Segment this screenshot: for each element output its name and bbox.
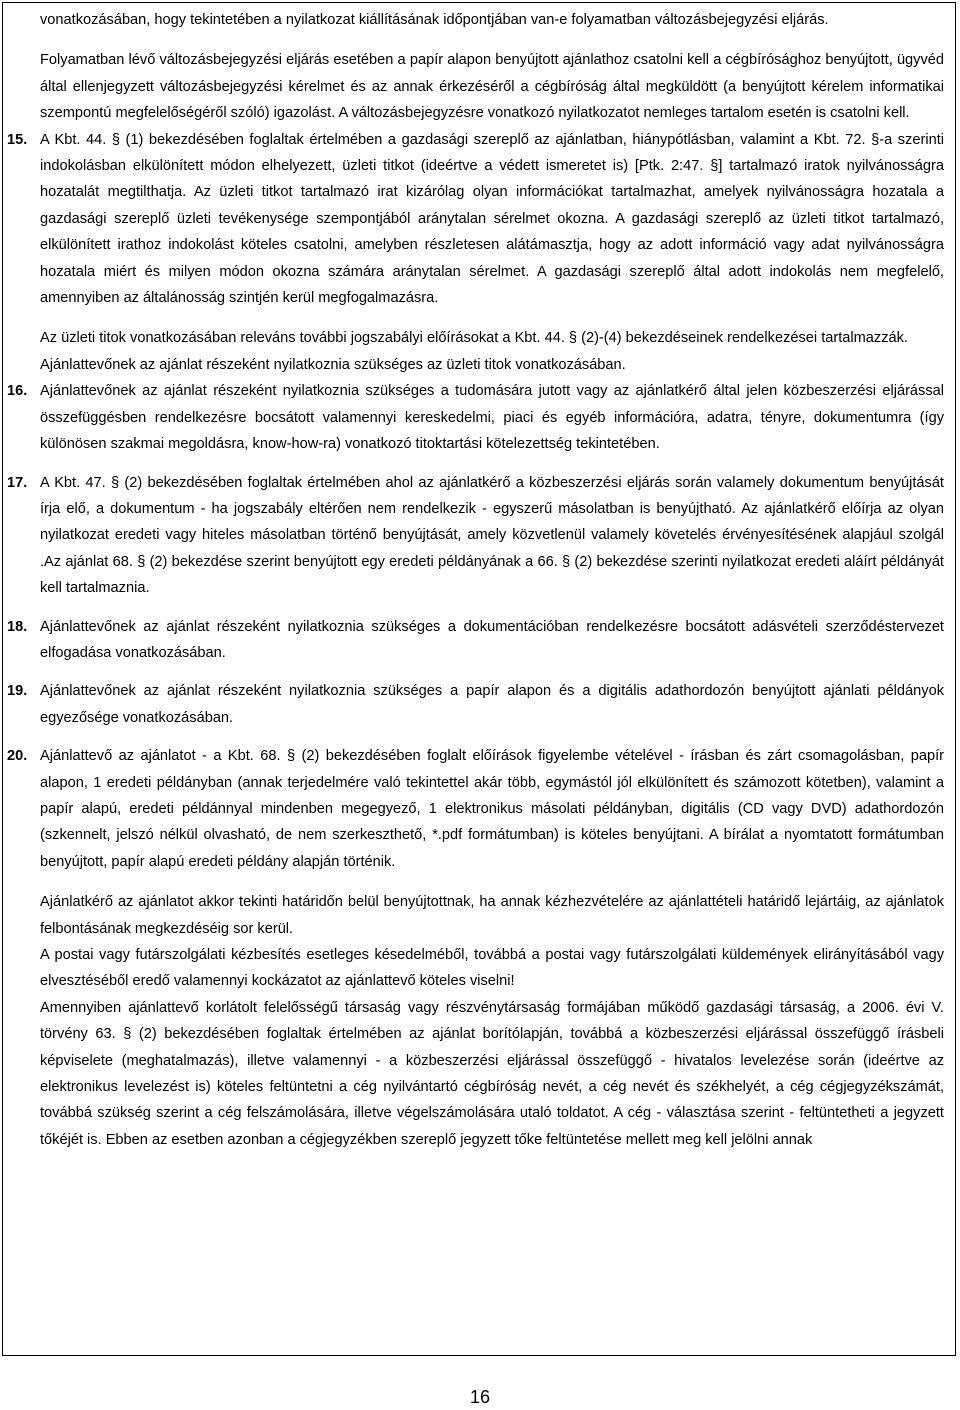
item-paragraph: Ajánlattevő az ajánlatot - a Kbt. 68. § (2) bekezdésében foglalt előírások figyelembe vételével - írásban és zárt csomagolásban, papír alapon, 1 eredeti példányban (annak terjedelmére való tekintettel akár több, egymástól jól elkülönített és számozott kötetben), valamint a papír alapú, eredeti példánnyal mindenben megegyező, 1 elektronikus másolati példányban, digitális (CD vagy DVD) adathordozón (szkennelt, jelszó nélkül olvasható, de nem szerkeszthető, *.pdf formátumban) is köteles benyújtani. A bírálat a nyomtatott formátumban benyújtott, papír alapú eredeti példány alapján történik. — [40, 748, 944, 870]
item-paragraph: Ajánlatkérő az ajánlatot akkor tekinti határidőn belül benyújtottnak, ha annak kézhezvételére az ajánlattételi határidő lejártáig, az ajánlatok felbontásának megkezdéséig sor kerül. — [40, 894, 944, 937]
item-number: 17. — [7, 474, 28, 491]
intro-paragraph-2: Folyamatban lévő változásbejegyzési eljárás esetében a papír alapon benyújtott ajánlathoz csatolni kell a cégbírósághoz benyújtott, ügyvéd által ellenjegyzett változásbejegyzési kérelmet és az annak érkezéséről a cégbíróság által megküldött (a benyújtott kérelem informatikai szempontú megfelelőségéről szóló) igazolást. A változásbejegyzésre vonatkozó nyilatkozatot nemleges tartalom esetén is csatolni kell. — [40, 52, 944, 122]
page-number: 16 — [469, 1387, 491, 1407]
document-body — [7, 7, 944, 1153]
item-number: 20. — [7, 748, 28, 765]
item-paragraph: Az üzleti titok vonatkozásában releváns további jogszabályi előírásokat a Kbt. 44. § (2)-(4) bekezdéseinek rendelkezései tartalmazzák. — [40, 330, 908, 347]
item-paragraph: Ajánlattevőnek az ajánlat részeként nyilatkoznia szükséges a dokumentációban rendelkezésre bocsátott adásvételi szerződéstervezet elfogadása vonatkozásában. — [40, 618, 944, 661]
list-item-16 — [7, 378, 944, 457]
item-paragraph: Ajánlattevőnek az ajánlat részeként nyilatkoznia szükséges az üzleti titok vonatkozásában. — [40, 356, 626, 373]
list-item-19 — [7, 678, 944, 731]
intro-paragraph-1: vonatkozásában, hogy tekintetében a nyilatkozat kiállításának időpontjában van-e folyamatban változásbejegyzési eljárás. — [40, 12, 829, 28]
list-item-17 — [7, 470, 944, 602]
list-item-18 — [7, 614, 944, 667]
item-paragraph: Ajánlattevőnek az ajánlat részeként nyilatkoznia szükséges a tudomására jutott vagy az ajánlatkérő által jelen közbeszerzési eljárással összefüggésben rendelkezésre bocsátott valamennyi kereskedelmi, piaci és egyéb információra, adatra, tényre, dokumentumra (így különösen szakmai megoldásra, know-how-ra) vonatkozó titoktartási kötelezettség tekintetében. — [40, 383, 944, 453]
item-number: 19. — [7, 683, 28, 700]
item-paragraph: A Kbt. 47. § (2) bekezdésében foglaltak értelmében ahol az ajánlatkérő a közbeszerzési eljárás során valamely dokumentum benyújtását írja elő, a dokumentum - ha jogszabály eltérően nem rendelkezik - egyszerű másolatban is benyújtható. Az ajánlatkérő előírja az olyan nyilatkozat eredeti vagy hiteles másolatban történő benyújtását, amely közvetlenül valamely követelés érvényesítésének alapjául szolgál .Az ajánlat 68. § (2) bekezdése szerint benyújtott egy eredeti példányának a 66. § (2) bekezdése szerinti nyilatkozat eredeti aláírt példányát kell tartalmaznia. — [40, 474, 944, 597]
item-number: 15. — [7, 131, 28, 148]
list-item-15 — [7, 127, 944, 379]
item-number: 16. — [7, 383, 28, 400]
item-paragraph: Amennyiben ajánlattevő korlátolt felelősségű társaság vagy részvénytársaság formájában működő gazdasági társaság, a 2006. évi V. törvény 63. § (2) bekezdésében foglaltak értelmében az ajánlat borítólapján, továbbá a közbeszerzési eljárással összefüggő írásbeli képviselete (meghatalmazás), illetve valamennyi - a közbeszerzési eljárással összefüggő - hivatalos levelezése során (ideértve az elektronikus levelezést is) köteles feltüntetni a cég nyilvántartó cégbíróság nevét, a cég nevét és székhelyét, a cég cégjegyzékszámát, továbbá szükség szerint a cég felszámolására, illetve végelszámolására utaló toldatot. A cég - választása szerint - feltüntetheti a jegyzett tőkéjét is. Ebben az esetben azonban a cégjegyzékben szereplő jegyzett tőke feltüntetése mellett meg kell jelölni annak — [40, 999, 944, 1148]
item-paragraph: A Kbt. 44. § (1) bekezdésében foglaltak értelmében a gazdasági szereplő az ajánlatban, hiánypótlásban, valamint a Kbt. 72. §-a szerinti indokolásban elkülönített módon elhelyezett, üzleti titkot (ideértve a védett ismeretet is) [Ptk. 2:47. §] tartalmazó iratok nyilvánosságra hozatalát megtilthatja. Az üzleti titkot tartalmazó irat kizárólag olyan információkat tartalmazhat, amelyek nyilvánosságra hozatala a gazdasági szereplő üzleti tevékenysége szempontjából aránytalan sérelmet okozna. A gazdasági szereplő az üzleti titkot tartalmazó, elkülönített irathoz indokolást köteles csatolni, amelyben részletesen alátámasztja, hogy az adott információ vagy adat nyilvánosságra hozatala miért és milyen módon okozna számára aránytalan sérelmet. A gazdasági szereplő által adott indokolás nem megfelelő, amennyiben az általánosság szintjén kerül megfogalmazásra. — [40, 131, 944, 307]
item-paragraph: A postai vagy futárszolgálati kézbesítés esetleges késedelméből, továbbá a postai vagy futárszolgálati küldemények elirányításából vagy elvesztéséből eredő valamennyi kockázatot az ajánlattevő köteles viselni! — [40, 947, 944, 990]
item-paragraph: Ajánlattevőnek az ajánlat részeként nyilatkoznia szükséges a papír alapon és a digitális adathordozón benyújtott ajánlati példányok egyezősége vonatkozásában. — [40, 683, 944, 726]
list-item-20 — [7, 743, 944, 1153]
item-number: 18. — [7, 618, 28, 635]
page-frame — [2, 2, 956, 1356]
